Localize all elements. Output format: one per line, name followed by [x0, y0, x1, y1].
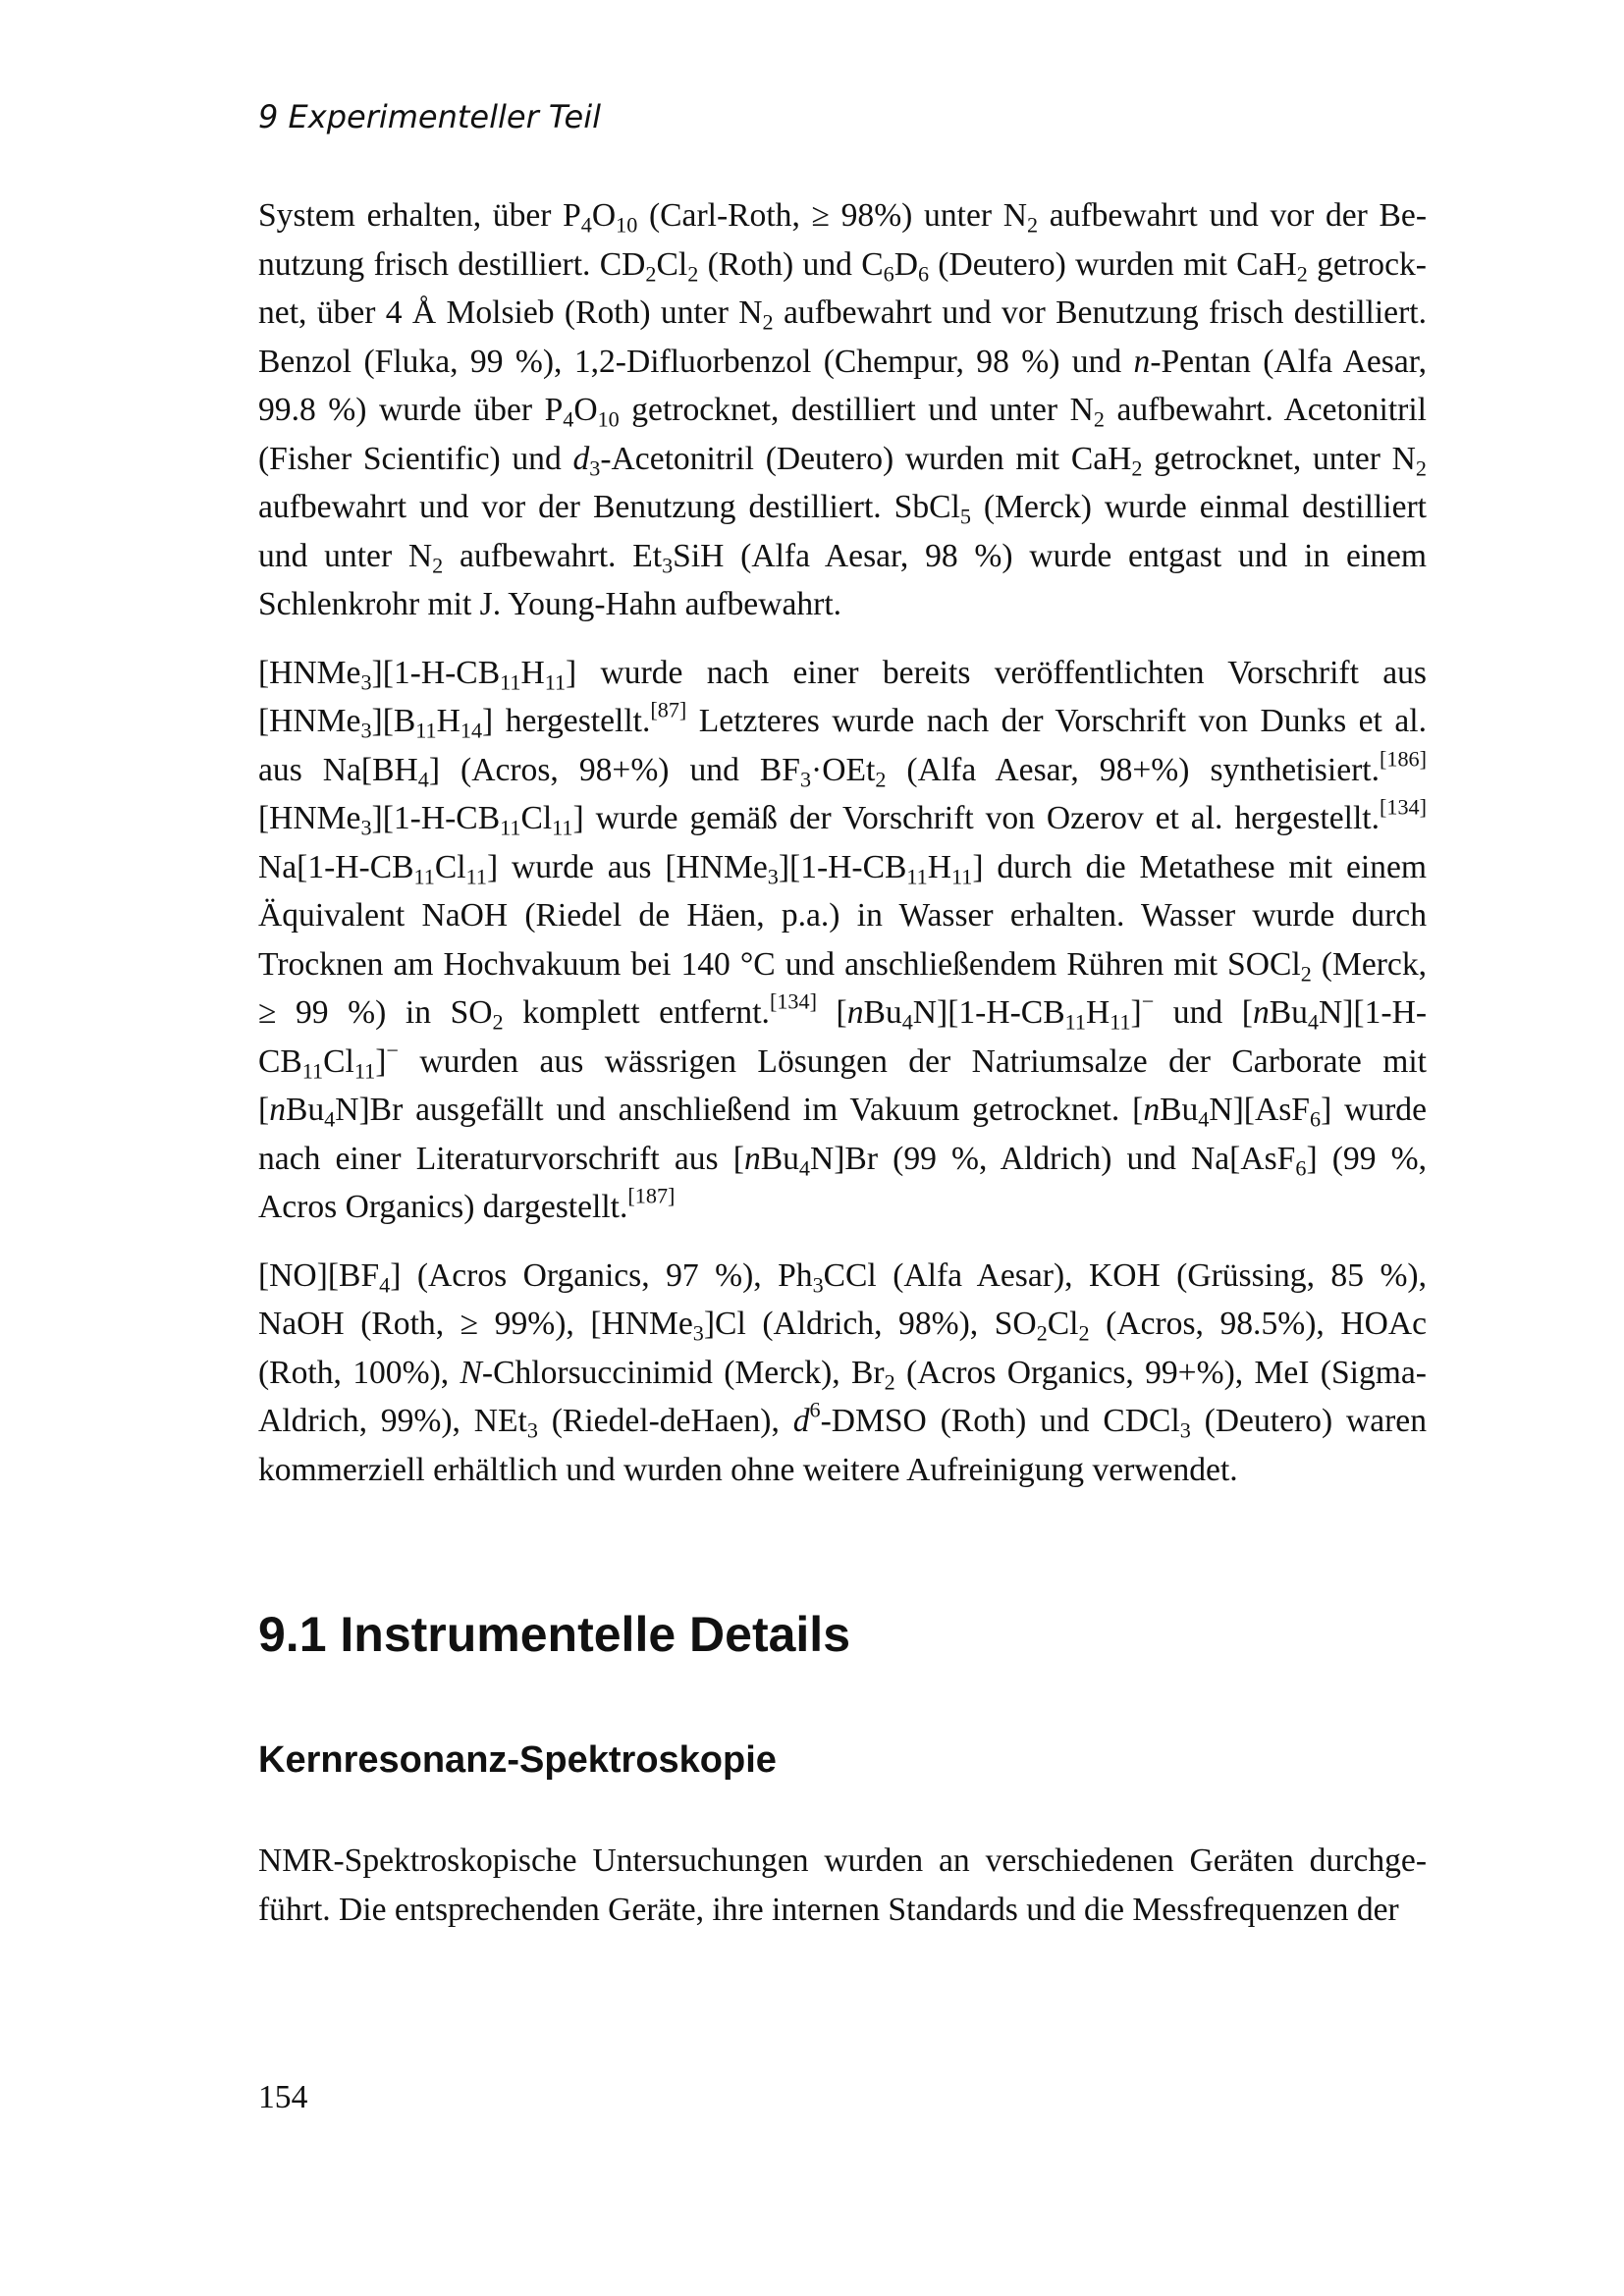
text-run: 2 — [1093, 406, 1105, 432]
text-run: [134] — [1380, 794, 1427, 820]
text-run: Bu — [760, 1140, 799, 1177]
text-run: n — [743, 1140, 761, 1177]
text-run: 2 — [884, 1369, 895, 1395]
text-run: ] (Acros Organics, 97 %), Ph — [390, 1256, 813, 1294]
text-run: ] (Acros, 98+%) und BF — [428, 751, 800, 788]
text-run: n — [846, 994, 864, 1031]
text-run: − — [1141, 988, 1155, 1014]
text-run: 2 — [645, 261, 657, 287]
text-run: [HNMe — [258, 800, 361, 836]
text-run: 2 — [1300, 961, 1312, 987]
text-run: H — [436, 703, 460, 739]
text-run: ] wurde nach einer Literaturvorschrift aus [ — [258, 1092, 1427, 1177]
text-run: ] (99 %, Acros Organics) dargestellt. — [258, 1140, 1427, 1225]
text-run: ·OEt — [811, 751, 876, 788]
text-run: CCl (Alfa Aesar), KOH (Grüssing, 85 %), NaOH (Roth, ≥ 99%), [HNMe — [258, 1256, 1427, 1342]
text-run: 6 — [1309, 1106, 1322, 1132]
paragraph-carborates — [258, 649, 1427, 1232]
text-run: [HNMe — [258, 654, 361, 691]
text-run: 11 — [500, 815, 521, 840]
text-run: Letzteres wurde nach der Vorschrift von Dunks et al. aus Na[BH — [258, 703, 1427, 788]
nmr-section-body — [258, 1837, 1427, 1953]
text-run: (Merck) wurde einmal destilliert und unter N — [258, 489, 1427, 574]
text-run: -DMSO (Roth) und CDCl — [820, 1403, 1180, 1439]
text-run: 11 — [500, 669, 521, 695]
text-run: 6 — [809, 1397, 821, 1422]
text-run: 11 — [951, 864, 973, 889]
text-run: getrocknet, destilliert und unter N — [619, 392, 1094, 428]
text-run: aufbewahrt. Acetonitril (Fisher Scientific) und — [258, 392, 1427, 477]
text-run: − — [386, 1038, 399, 1063]
text-run: 2 — [1415, 455, 1427, 481]
text-run: 4 — [379, 1272, 391, 1298]
text-run: 4 — [417, 767, 429, 792]
text-run: 4 — [324, 1106, 336, 1132]
text-run: 6 — [883, 261, 894, 287]
text-run: 11 — [413, 864, 435, 889]
text-run: aufbewahrt. Et — [443, 537, 663, 574]
text-run: (Alfa Aesar, 98+%) synthetisiert. — [886, 751, 1380, 788]
text-run: 4 — [798, 1155, 810, 1181]
text-run: (Acros, 98.5%), HOAc (Roth, 100%), — [258, 1306, 1427, 1391]
text-run: d — [792, 1403, 810, 1439]
text-run: 11 — [465, 864, 487, 889]
text-run: N — [460, 1354, 482, 1391]
text-run: ] — [1130, 994, 1142, 1031]
text-run: 3 — [526, 1417, 538, 1443]
text-run: 10 — [597, 406, 620, 432]
paragraph-reagents — [258, 1252, 1427, 1495]
text-run: Cl — [323, 1042, 354, 1080]
text-run: ][B — [371, 703, 416, 739]
text-run: 3 — [589, 455, 601, 481]
text-run: 4 — [1198, 1106, 1210, 1132]
text-run: Cl — [434, 848, 466, 885]
text-run: 3 — [360, 815, 372, 840]
text-run: ] durch die Metathese mit einem Äquivalent NaOH (Riedel de Häen, p.a.) in Wasser erhalten. Wasser wurde durch Trocknen am Hochvakuum bei 140 °C und anschließendem Rühren mit SOCl — [258, 848, 1427, 983]
text-run: 3 — [662, 553, 674, 578]
text-run: 4 — [563, 406, 574, 432]
text-run: n — [1252, 994, 1270, 1031]
text-run: 3 — [360, 718, 372, 743]
text-run: -Chlorsuccinimid (Merck), Br — [481, 1354, 885, 1391]
text-run: -Pentan (Alfa Aesar, 99.8 %) wurde über P — [258, 343, 1427, 428]
text-run: 11 — [1064, 1009, 1086, 1035]
text-run: Bu — [863, 994, 902, 1031]
text-run: [187] — [627, 1183, 676, 1208]
text-run: H — [1085, 994, 1110, 1031]
text-run: N][1-H-CB — [912, 994, 1065, 1031]
text-run: 11 — [353, 1058, 376, 1084]
text-run: O — [573, 392, 598, 428]
subsection-title: Kernresonanz-Spektroskopie — [258, 1739, 777, 1781]
paragraph-solvents — [258, 191, 1427, 629]
text-run: 2 — [1026, 212, 1039, 238]
text-run: n — [1133, 343, 1151, 380]
text-run: [ — [816, 994, 847, 1031]
paragraph-nmr-intro: NMR-Spektroskopische Untersuchungen wurden an verschiedenen Geräten durchgeführt. Die entsprechenden Geräte, ihre internen Standards und die Messfrequenzen der — [258, 1842, 1427, 1928]
text-run: 2 — [1131, 455, 1143, 481]
text-run: getrocknet, über 4 Å Molsieb (Roth) unter N — [258, 245, 1427, 331]
text-run: aufbewahrt und vor der Benutzung destilliert. SbCl — [258, 489, 960, 525]
text-run: (Merck, ≥ 99 %) in SO — [258, 945, 1428, 1031]
text-run: ] wurde aus [HNMe — [486, 848, 768, 885]
text-run: ][1-H-CB — [371, 654, 501, 691]
text-run: 4 — [901, 1009, 913, 1035]
text-run: 3 — [692, 1320, 704, 1346]
text-run: 10 — [616, 212, 638, 238]
text-run: [NO][BF — [258, 1256, 380, 1294]
text-run: 6 — [1295, 1155, 1307, 1181]
text-run: N]Br (99 %, Aldrich) und Na[AsF — [810, 1140, 1296, 1177]
text-run: ] hergestellt. — [482, 703, 651, 739]
text-run: aufbewahrt und vor Benutzung frisch destilliert. Benzol (Fluka, 99 %), 1,2-Difluorbenzol (Chempur, 98 %) und — [258, 294, 1427, 380]
text-run: 2 — [1078, 1320, 1090, 1346]
text-run: -Acetonitril (Deutero) wurden mit CaH — [600, 440, 1132, 477]
text-run: SiH (Alfa Aesar, 98 %) wurde entgast und in einem Schlenkrohr mit J. Young-Hahn aufbewahrt. — [258, 537, 1428, 622]
text-run: aufbewahrt und vor der Benutzung frisch destilliert. CD — [258, 197, 1427, 283]
text-run: [87] — [650, 697, 687, 722]
text-run: 2 — [432, 553, 444, 578]
text-run: 2 — [687, 261, 699, 287]
text-run: 14 — [460, 718, 483, 743]
text-run: 11 — [544, 669, 567, 695]
text-run: 2 — [1296, 261, 1308, 287]
running-head: 9 Experimenteller Teil — [258, 98, 601, 135]
text-run: 3 — [360, 669, 372, 695]
text-run: 4 — [1307, 1009, 1319, 1035]
text-run: 3 — [767, 864, 779, 889]
text-run: [186] — [1380, 746, 1428, 772]
page-number: 154 — [258, 2079, 308, 2115]
text-run: ]Cl (Aldrich, 98%), SO — [703, 1306, 1037, 1342]
text-run: (Acros Organics, 99+%), MeI (Sigma-Aldrich, 99%), NEt — [258, 1354, 1427, 1439]
text-run: 5 — [959, 504, 971, 529]
text-run: 3 — [799, 767, 812, 792]
text-run: komplett entfernt. — [503, 994, 770, 1031]
text-run: 2 — [492, 1009, 504, 1035]
text-run: O — [591, 197, 617, 234]
text-run: 11 — [906, 864, 928, 889]
text-run: Na[1-H-CB — [258, 848, 414, 885]
text-run: (Roth) und C — [698, 245, 884, 283]
text-run: (Deutero) waren kommerziell erhältlich und wurden ohne weitere Aufreinigung verwendet. — [258, 1403, 1427, 1488]
text-run: d — [572, 440, 590, 477]
text-run: System erhalten, über P — [258, 197, 581, 234]
text-run: H — [520, 654, 545, 691]
text-run: Cl — [520, 800, 553, 836]
text-run: [134] — [769, 988, 817, 1014]
body-text — [258, 191, 1427, 1514]
text-run: H — [927, 848, 951, 885]
text-run: 11 — [552, 815, 573, 840]
text-run: wurden aus wässrigen Lösungen der Natriumsalze der Carborate mit [ — [258, 1042, 1427, 1128]
text-run: N][AsF — [1209, 1092, 1310, 1128]
text-run: 11 — [415, 718, 437, 743]
text-run: ] wurde gemäß der Vorschrift von Ozerov et al. hergestellt. — [572, 800, 1380, 836]
text-run: (Carl-Roth, ≥ 98%) unter N — [637, 197, 1027, 234]
text-run: ][1-H-CB — [778, 848, 907, 885]
text-run: 2 — [762, 309, 774, 335]
text-run: n — [1143, 1092, 1161, 1128]
text-run: und [ — [1154, 994, 1253, 1031]
text-run: ][1-H-CB — [371, 800, 501, 836]
text-run: getrocknet, unter N — [1142, 440, 1416, 477]
text-run: N][1-H-CB — [258, 994, 1428, 1080]
text-run: N]Br ausgefällt und anschließend im Vakuum getrocknet. [ — [335, 1092, 1144, 1128]
text-run: D — [893, 245, 918, 283]
text-run: ] wurde nach einer bereits veröffentlichten Vorschrift aus [HNMe — [258, 654, 1427, 739]
text-run: 4 — [580, 212, 592, 238]
text-run: (Deutero) wurden mit CaH — [929, 245, 1297, 283]
text-run: Cl — [656, 245, 688, 283]
text-run: (Riedel-deHaen), — [537, 1403, 793, 1439]
text-run: ] — [375, 1042, 387, 1080]
text-run: Bu — [1269, 994, 1308, 1031]
text-run: 11 — [301, 1058, 324, 1084]
text-run: Bu — [285, 1092, 325, 1128]
text-run: 11 — [1110, 1009, 1131, 1035]
text-run: 3 — [812, 1272, 824, 1298]
text-run: 2 — [875, 767, 887, 792]
text-run: 3 — [1179, 1417, 1191, 1443]
text-run: n — [269, 1092, 286, 1128]
text-run: 6 — [917, 261, 930, 287]
section-title: 9.1 Instrumentelle Details — [258, 1607, 851, 1662]
text-run: 2 — [1036, 1320, 1048, 1346]
text-run: Bu — [1160, 1092, 1199, 1128]
text-run: Cl — [1047, 1306, 1079, 1342]
